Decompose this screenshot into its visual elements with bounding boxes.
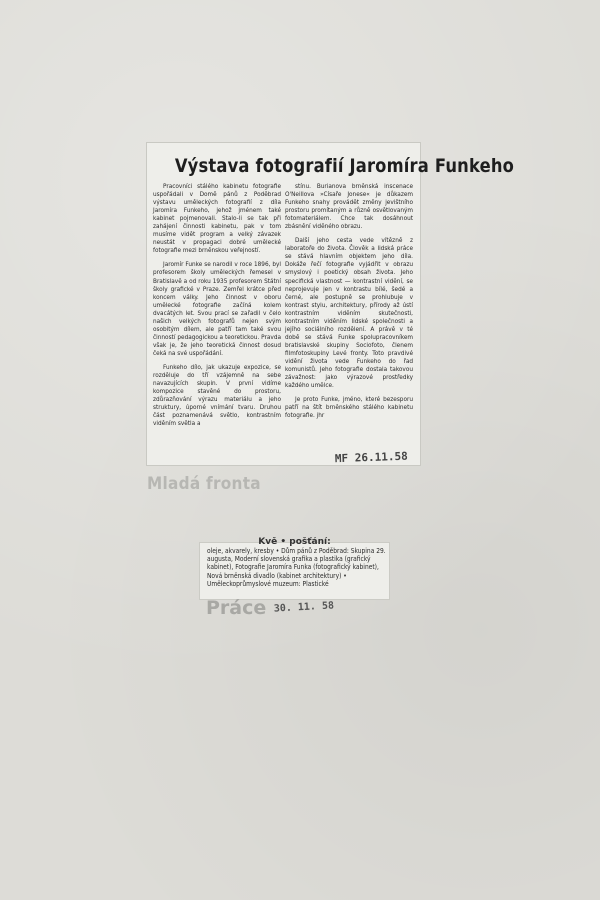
- handwritten-date: 30. 11. 58: [273, 600, 335, 615]
- source-stamp-mlada-fronta: Mladá fronta: [147, 474, 261, 494]
- handwritten-source-note: MF 26.11.58: [334, 449, 408, 466]
- article-paragraph: Je proto Funke, jméno, které bezesporu patří na štít brněnského stálého kabinetu fotografie. jhr: [285, 395, 413, 420]
- article-paragraph: Funkeho dílo, jak ukazuje expozice, se rozděluje do tří vzájemně na sebe navazujících skupin. V první vidíme kompozice stavěné do prostoru, zdůrazňování výrazu materiálu a jeho struktury, úporné vnímání tvaru. Druhou část poznamenává světlo, kontrastním viděním světla a: [153, 362, 281, 428]
- source-stamp-prace: Práce: [206, 597, 267, 619]
- newspaper-clipping-article: [147, 143, 515, 465]
- article-paragraph: Další jeho cesta vede vítězně z laboratoře do života. Člověk a lidská práce se stává hlavním objektem jeho díla. Dokáže řečí fotografie vyjádřit v obrazu smyslový i poetický obsah života. Jeho specifická vlastnost — kontrastní vidění, se neprojevuje jen v kontrastu bílé, šedé a černé, ale postupně se prohlubuje v kontrast stylu, architektury, přírody až ústí kontrastním viděním skutečnosti, kontrastním viděním lidské společnosti a jejího sociálního rozdělení. A právě v té době se stává Funke spolupracovníkem bratislavské skupiny Sociofoto, členem filmfotoskupiny Levé fronty. Toto pravdivé vidění života vede Funkeho do řad komunistů. Jeho fotografie dostala takovou závažnost: jako výrazové prostředky každého umělce.: [285, 236, 413, 390]
- article-column-left: [153, 182, 281, 433]
- article-column-right: [285, 182, 413, 425]
- cut-headline: Kvě • pošťání:: [258, 537, 331, 547]
- listing-text: oleje, akvarely, kresby • Dům pánů z Poděbrad: Skupina 29. augusta, Moderní slovenská grafika a plastika (grafický kabinet), Fotografie Jaromíra Funka (fotografický kabinet), Nová brněnská divadlo (kabinet architektury) • Uměleckoprůmyslové muzeum: Plastické: [207, 547, 386, 588]
- article-paragraph: Pracovníci stálého kabinetu fotografie uspořádali v Domě pánů z Poděbrad výstavu uměleckých fotografií z díla Jaromíra Funkeho, jehož jménem také kabinet pojmenovali. Stalo-li se tak při zahájení činnosti kabinetu, pak v tom musíme vidět program a velký závazek neustát v propagaci dobré umělecké fotografie mezi brněnskou veřejností.: [153, 182, 281, 255]
- article-paragraph: stínu. Burianova brněnská inscenace O'Neillova »Císaře Jonese« je důkazem Funkeho snahy provádět změny jevištního prostoru promítaným a různě osvětlovaným fotomateriálem. Chce tak dosáhnout zbásnění viděného obrazu.: [285, 182, 413, 231]
- article-paragraph: Jaromír Funke se narodil v roce 1896, byl profesorem školy uměleckých řemesel v Bratislavě a od roku 1935 profesorem Státní školy grafické v Praze. Zemřel krátce před koncem války. Jeho činnost v oboru umělecké fotografie začíná kolem dvacátých let. Svou prací se zařadil v čelo našich velkých fotografů nejen svým osobitým dílem, ale patří tam také svou činností pedagogickou a teoretickou. Pravda však je, že jeho teoretická činnost dosud čeká na své uspořádání.: [153, 260, 281, 357]
- article-headline: Výstava fotografií Jaromíra Funkeho: [174, 155, 515, 177]
- newspaper-clipping-listing: [200, 537, 389, 599]
